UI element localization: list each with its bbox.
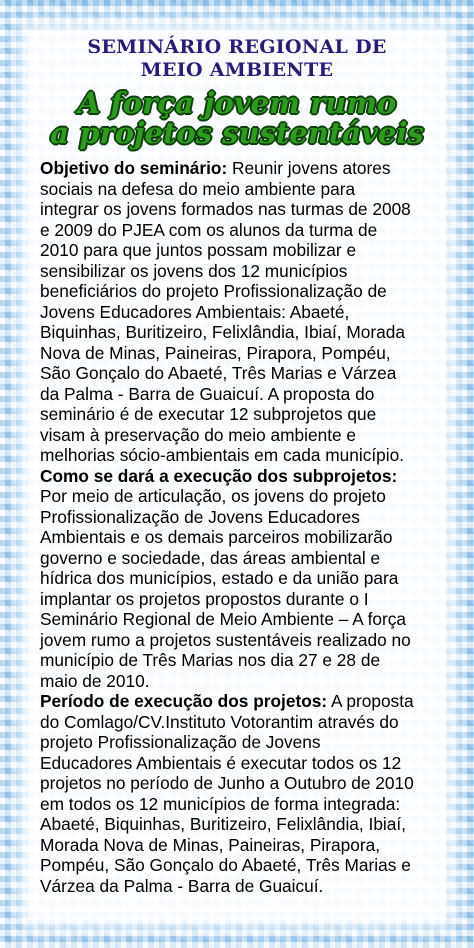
text-line bbox=[40, 322, 438, 343]
text-line bbox=[40, 650, 438, 671]
text-line bbox=[40, 507, 438, 528]
line-text: sensibilizar os jovens dos 12 municípios bbox=[40, 260, 348, 281]
text-line bbox=[40, 732, 438, 753]
text-line bbox=[40, 425, 438, 446]
line-text: Reunir jovens atores bbox=[227, 158, 391, 178]
line-text: jovem rumo a projetos sustentáveis realizado no bbox=[40, 629, 411, 650]
text-line bbox=[40, 158, 438, 179]
title-line-2: MEIO AMBIENTE bbox=[140, 59, 334, 81]
line-text: Nova de Minas, Paineiras, Pirapora, Pompéu, bbox=[40, 342, 391, 363]
section-heading: Objetivo do seminário: bbox=[40, 158, 228, 178]
text-line bbox=[40, 281, 438, 302]
line-text: visam à preservação do meio ambiente e bbox=[40, 424, 357, 445]
line-text: projetos no período de Junho a Outubro de 2010 bbox=[40, 773, 414, 793]
line-text: e 2009 do PJEA com os alunos da turma de bbox=[40, 219, 378, 240]
text-line bbox=[40, 445, 438, 466]
text-line bbox=[40, 753, 438, 774]
slogan-line-1: A força jovem rumo bbox=[77, 86, 397, 120]
line-text: sociais na defesa do meio ambiente para bbox=[40, 178, 356, 199]
line-text: em todos os 12 municípios de forma integrada: bbox=[40, 793, 401, 814]
text-line bbox=[40, 363, 438, 384]
text-line bbox=[40, 671, 438, 692]
line-text: Abaeté, Biquinhas, Buritizeiro, Felixlândia, Ibiaí, bbox=[40, 814, 406, 834]
text-line bbox=[40, 466, 438, 487]
section-heading: Como se dará a execução dos subprojetos: bbox=[40, 465, 398, 486]
text-line bbox=[40, 773, 438, 794]
line-text: projeto Profissionalização de Jovens bbox=[40, 732, 321, 752]
text-line bbox=[40, 589, 438, 610]
line-text: A proposta bbox=[327, 691, 414, 711]
text-line bbox=[40, 384, 438, 405]
text-line bbox=[40, 199, 438, 220]
line-text: do Comlago/CV.Instituto Votorantim através do bbox=[40, 711, 399, 732]
text-line bbox=[40, 855, 438, 876]
text-line bbox=[40, 876, 438, 897]
line-text: da Palma - Barra de Guaicuí. A proposta do bbox=[40, 383, 375, 404]
text-line bbox=[40, 220, 438, 241]
text-line bbox=[40, 712, 438, 733]
text-line bbox=[40, 691, 438, 712]
text-line bbox=[40, 486, 438, 507]
line-text: governo e sociedade, das áreas ambiental e bbox=[40, 547, 381, 568]
section-heading: Período de execução dos projetos: bbox=[40, 691, 328, 711]
text-line bbox=[40, 404, 438, 425]
line-text: município de Três Marias nos dia 27 e 28 de bbox=[40, 650, 381, 670]
slogan-line-2: a projetos sustentáveis bbox=[50, 116, 424, 150]
line-text: maio de 2010. bbox=[40, 670, 150, 691]
line-text: seminário é de executar 12 subprojetos que bbox=[40, 404, 377, 424]
title-line-1: SEMINÁRIO REGIONAL DE bbox=[87, 36, 387, 58]
line-text: beneficiários do projeto Profissionalização de bbox=[40, 281, 387, 301]
slogan bbox=[0, 88, 474, 148]
line-text: Biquinhas, Buritizeiro, Felixlândia, Ibiaí, Morada bbox=[40, 322, 406, 342]
text-line bbox=[40, 527, 438, 548]
line-text: hídrica dos municípios, estado e da união para bbox=[40, 568, 399, 588]
line-text: Ambientais e os demais parceiros mobilizarão bbox=[40, 527, 393, 547]
line-text: Morada Nova de Minas, Paineiras, Pirapora, bbox=[40, 834, 381, 855]
text-line bbox=[40, 568, 438, 589]
text-line bbox=[40, 179, 438, 200]
line-text: implantar os projetos propostos durante o I bbox=[40, 588, 369, 609]
text-line bbox=[40, 835, 438, 856]
line-text: Seminário Regional de Meio Ambiente – A força bbox=[40, 609, 407, 629]
text-line bbox=[40, 240, 438, 261]
text-line bbox=[40, 261, 438, 282]
line-text: 2010 para que juntos possam mobilizar e bbox=[40, 240, 357, 260]
text-line bbox=[40, 302, 438, 323]
text-line bbox=[40, 343, 438, 364]
text-line bbox=[40, 630, 438, 651]
line-text: Profissionalização de Jovens Educadores bbox=[40, 506, 360, 527]
line-text: Educadores Ambientais é executar todos os 12 bbox=[40, 752, 402, 773]
line-text: Várzea da Palma - Barra de Guaicuí. bbox=[40, 875, 324, 896]
page-title bbox=[0, 36, 474, 82]
text-line bbox=[40, 609, 438, 630]
line-text: Jovens Educadores Ambientais: Abaeté, bbox=[40, 301, 350, 322]
line-text: Por meio de articulação, os jovens do projeto bbox=[40, 486, 386, 506]
text-line bbox=[40, 814, 438, 835]
line-text: melhorias sócio-ambientais em cada município. bbox=[40, 445, 405, 465]
line-text: Pompéu, São Gonçalo do Abaeté, Três Marias e bbox=[40, 855, 411, 875]
text-line bbox=[40, 548, 438, 569]
text-line bbox=[40, 794, 438, 815]
body-text bbox=[40, 158, 438, 896]
line-text: integrar os jovens formados nas turmas de 2008 bbox=[40, 199, 411, 219]
line-text: São Gonçalo do Abaeté, Três Marias e Várzea bbox=[40, 363, 397, 383]
